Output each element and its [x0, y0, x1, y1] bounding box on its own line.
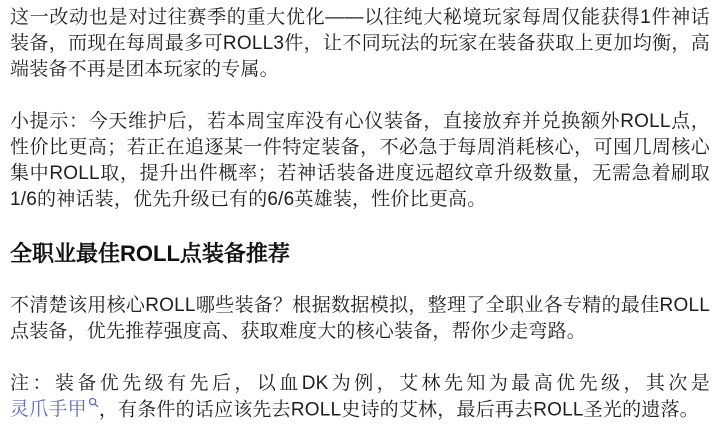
note-text-after-link: ，有条件的话应该先去ROLL史诗的艾林，最后再去ROLL圣光的遗落。	[98, 399, 699, 421]
paragraph-note	[10, 371, 710, 423]
search-icon[interactable]	[88, 397, 99, 408]
note-text-before-link: 注：装备优先级有先后，以血DK为例，艾林先知为最高优先级，其次是	[10, 373, 710, 394]
paragraph-tip: 小提示：今天维护后，若本周宝库没有心仪装备，直接放弃并兑换额外ROLL点，性价比更高；若正在追逐某一件特定装备，不必急于每周消耗核心，可囤几周核心集中ROLL取，提升出件概率；若神话装备进度远超纹章升级数量，无需急着刷取1/6的神话装，优先升级已有的6/6英雄装，性价比更高。	[10, 111, 710, 210]
paragraph-section-intro: 不清楚该用核心ROLL哪些装备？根据数据模拟，整理了全职业各专精的最佳ROLL点装备，优先推荐强度高、获取难度大的核心装备，帮你少走弯路。	[10, 295, 710, 342]
section-heading: 全职业最佳ROLL点装备推荐	[10, 241, 290, 266]
entity-link-lingzhua-gauntlets[interactable]	[10, 399, 99, 420]
entity-link-text[interactable]: 灵爪手甲	[10, 399, 87, 421]
paragraph-roll-change: 这一改动也是对过往赛季的重大优化——以往纯大秘境玩家每周仅能获得1件神话装备，而现在每周最多可ROLL3件，让不同玩法的玩家在装备获取上更加均衡，高端装备不再是团本玩家的专属。	[10, 7, 710, 80]
